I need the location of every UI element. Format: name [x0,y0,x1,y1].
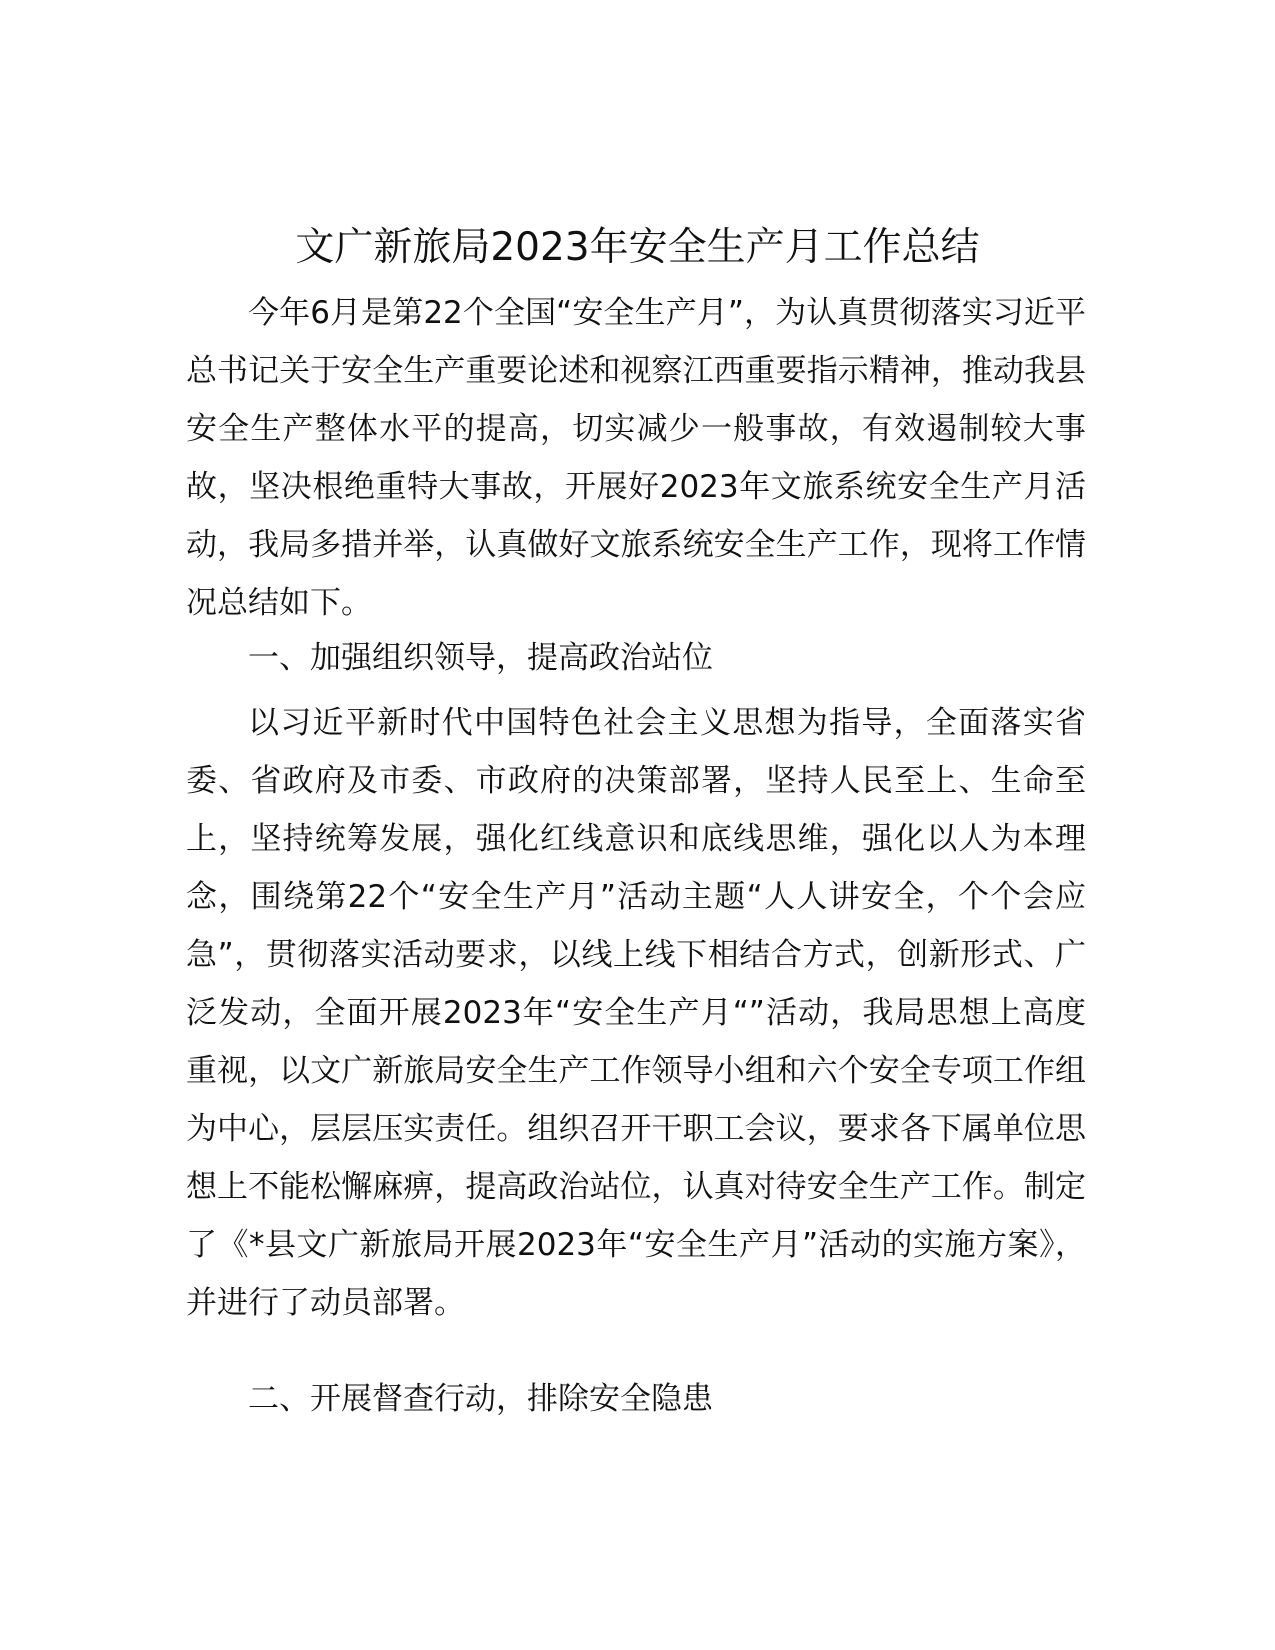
document-title: 文广新旅局2023年安全生产月工作总结 [295,225,980,270]
section-heading-2: 二、开展督查行动，排除安全隐患 [248,1381,713,1417]
section-1-paragraph: 以习近平新时代中国特色社会主义思想为指导，全面落实省委、省政府及市委、市政府的决策部署，坚持人民至上、生命至上，坚持统筹发展，强化红线意识和底线思维，强化以人为本理念，围绕第22个“安全生产月”活动主题“人人讲安全，个个会应急”，贯彻落实活动要求，以线上线下相结合方式，创新形式、广泛发动，全面开展2023年“安全生产月“”活动，我局思想上高度重视，以文广新旅局安全生产工作领导小组和六个安全专项工作组为中心，层层压实责任。组织召开干职工会议，要求各下属单位思想上不能松懈麻痹，提高政治站位，认真对待安全生产工作。制定了《*县文广新旅局开展2023年“安全生产月”活动的实施方案》，并进行了动员部署。 [186,705,1086,1321]
intro-paragraph: 今年6月是第22个全国“安全生产月”，为认真贯彻落实习近平总书记关于安全生产重要论述和视察江西重要指示精神，推动我县安全生产整体水平的提高，切实减少一般事故，有效遏制较大事故，坚决根绝重特大事故，开展好2023年文旅系统安全生产月活动，我局多措并举，认真做好文旅系统安全生产工作，现将工作情况总结如下。 [186,295,1086,621]
section-heading-1: 一、加强组织领导，提高政治站位 [248,640,713,676]
